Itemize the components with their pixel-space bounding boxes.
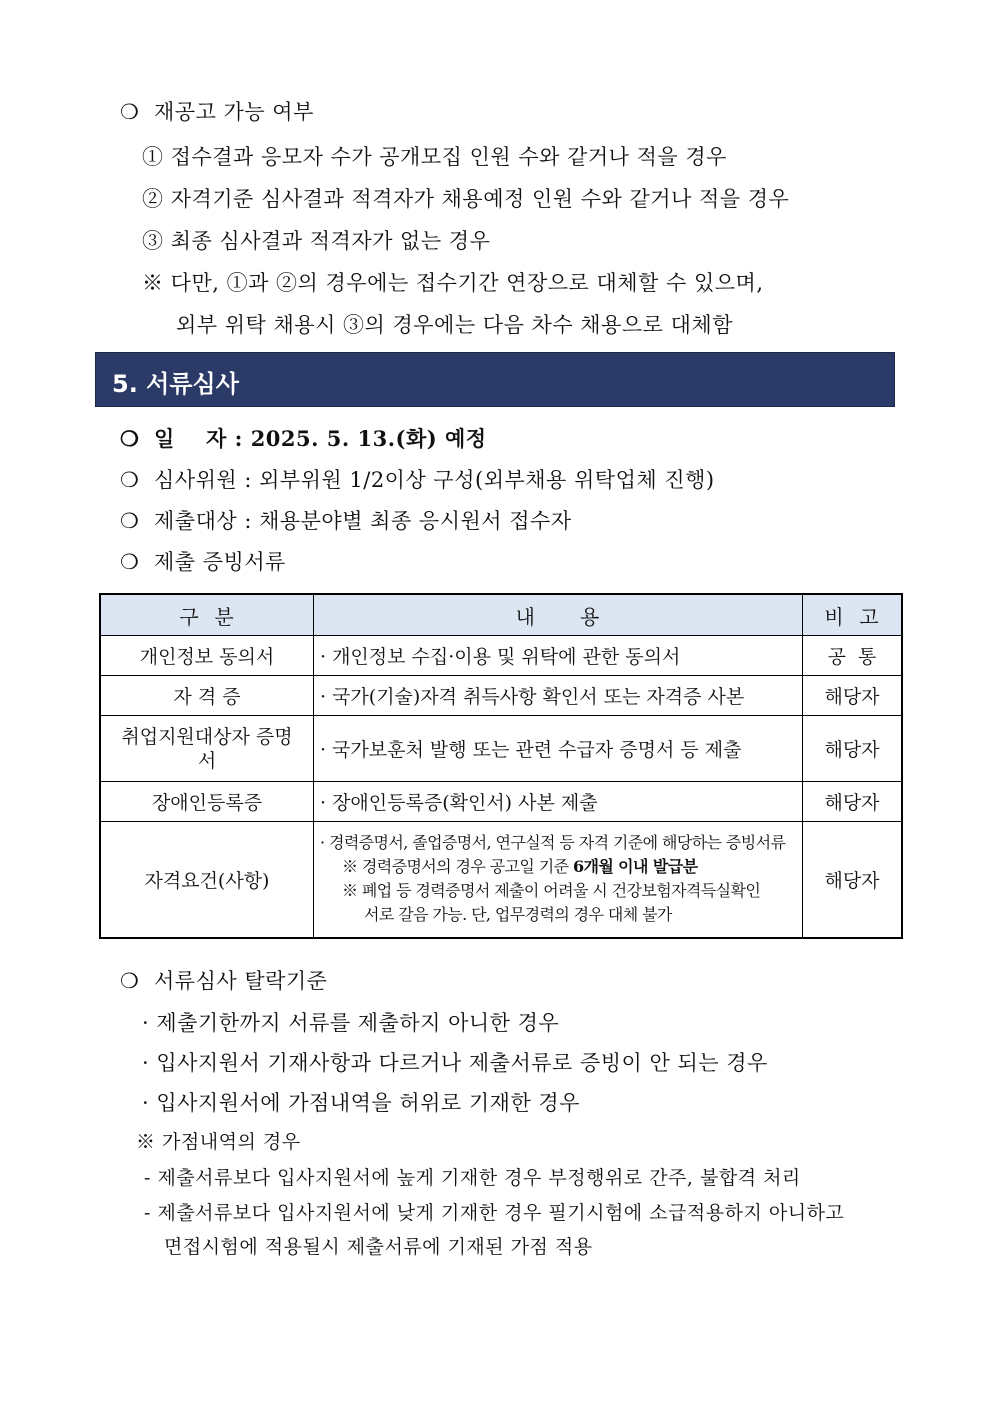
table-row bbox=[100, 636, 902, 676]
table-row bbox=[100, 676, 902, 716]
table-row bbox=[100, 822, 902, 938]
fail-note-2-line1: - 제출서류보다 입사지원서에 낮게 기재한 경우 필기시험에 소급적용하지 아니하고 bbox=[144, 1202, 845, 1224]
fail-note-heading: ※ 가점내역의 경우 bbox=[136, 1131, 301, 1153]
cell-content: · 장애인등록증(확인서) 사본 제출 bbox=[314, 782, 803, 822]
cell-note: 해당자 bbox=[803, 716, 903, 782]
fail-note-2-line2: 면접시험에 적용될시 제출서류에 기재된 가점 적용 bbox=[164, 1236, 593, 1258]
section-title: 5. 서류심사 bbox=[112, 370, 239, 398]
circle-bullet-icon: ❍ bbox=[120, 426, 140, 451]
header-category: 구 분 bbox=[100, 594, 314, 636]
cell-note: 해당자 bbox=[803, 822, 903, 938]
cell-content: · 국가(기술)자격 취득사항 확인서 또는 자격증 사본 bbox=[314, 676, 803, 716]
circle-bullet-icon: ❍ bbox=[120, 100, 140, 124]
circle-bullet-icon: ❍ bbox=[120, 969, 140, 993]
qualification-line2: ※ 경력증명서의 경우 공고일 기준 6개월 이내 발급분 bbox=[342, 857, 698, 877]
repost-item-3: ③ 최종 심사결과 적격자가 없는 경우 bbox=[142, 229, 491, 253]
cell-category: 장애인등록증 bbox=[100, 782, 314, 822]
repost-note-line2: 외부 위탁 채용시 ③의 경우에는 다음 차수 채용으로 대체함 bbox=[176, 313, 733, 337]
review-committee: ❍ 심사위원 : 외부위원 1/2이상 구성(외부채용 위탁업체 진행) bbox=[120, 468, 715, 492]
cell-category: 자 격 증 bbox=[100, 676, 314, 716]
fail-heading: ❍ 서류심사 탈락기준 bbox=[120, 969, 328, 993]
table-row bbox=[100, 782, 902, 822]
qualification-line3: ※ 폐업 등 경력증명서 제출이 어려울 시 건강보험자격득실확인 bbox=[342, 881, 761, 901]
cell-content bbox=[314, 822, 803, 938]
documents-table bbox=[99, 593, 903, 939]
fail-item-1: · 제출기한까지 서류를 제출하지 아니한 경우 bbox=[142, 1011, 560, 1035]
cell-content: · 국가보훈처 발행 또는 관련 수급자 증명서 등 제출 bbox=[314, 716, 803, 782]
repost-item-1: ① 접수결과 응모자 수가 공개모집 인원 수와 같거나 적을 경우 bbox=[142, 145, 727, 169]
repost-note-line1: ※ 다만, ①과 ②의 경우에는 접수기간 연장으로 대체할 수 있으며, bbox=[142, 271, 764, 295]
cell-category: 자격요건(사항) bbox=[100, 822, 314, 938]
cell-category: 취업지원대상자 증명서 bbox=[100, 716, 314, 782]
table-row bbox=[100, 716, 902, 782]
qualification-line4: 서로 갈음 가능. 단, 업무경력의 경우 대체 불가 bbox=[364, 905, 672, 925]
cell-content: · 개인정보 수집·이용 및 위탁에 관한 동의서 bbox=[314, 636, 803, 676]
fail-item-3: · 입사지원서에 가점내역을 허위로 기재한 경우 bbox=[142, 1091, 580, 1115]
cell-note: 해당자 bbox=[803, 782, 903, 822]
fail-note-1: - 제출서류보다 입사지원서에 높게 기재한 경우 부정행위로 간주, 불합격 처리 bbox=[144, 1167, 801, 1189]
cell-note: 공 통 bbox=[803, 636, 903, 676]
qualification-line1: · 경력증명서, 졸업증명서, 연구실적 등 자격 기준에 해당하는 증빙서류 bbox=[320, 833, 786, 853]
circle-bullet-icon: ❍ bbox=[120, 550, 140, 574]
table-header-row bbox=[100, 594, 902, 636]
section-header bbox=[95, 352, 895, 407]
header-content: 내 용 bbox=[314, 594, 803, 636]
cell-category: 개인정보 동의서 bbox=[100, 636, 314, 676]
header-note: 비 고 bbox=[803, 594, 903, 636]
fail-item-2: · 입사지원서 기재사항과 다르거나 제출서류로 증빙이 안 되는 경우 bbox=[142, 1051, 768, 1075]
repost-heading: ❍ 재공고 가능 여부 bbox=[120, 100, 314, 124]
cell-note: 해당자 bbox=[803, 676, 903, 716]
docs-heading: ❍ 제출 증빙서류 bbox=[120, 550, 286, 574]
review-target: ❍ 제출대상 : 채용분야별 최종 응시원서 접수자 bbox=[120, 509, 572, 533]
review-date: ❍ 일 자 : 2025. 5. 13.(화) 예정 bbox=[120, 426, 487, 451]
repost-item-2: ② 자격기준 심사결과 적격자가 채용예정 인원 수와 같거나 적을 경우 bbox=[142, 187, 790, 211]
circle-bullet-icon: ❍ bbox=[120, 468, 140, 492]
circle-bullet-icon: ❍ bbox=[120, 509, 140, 533]
